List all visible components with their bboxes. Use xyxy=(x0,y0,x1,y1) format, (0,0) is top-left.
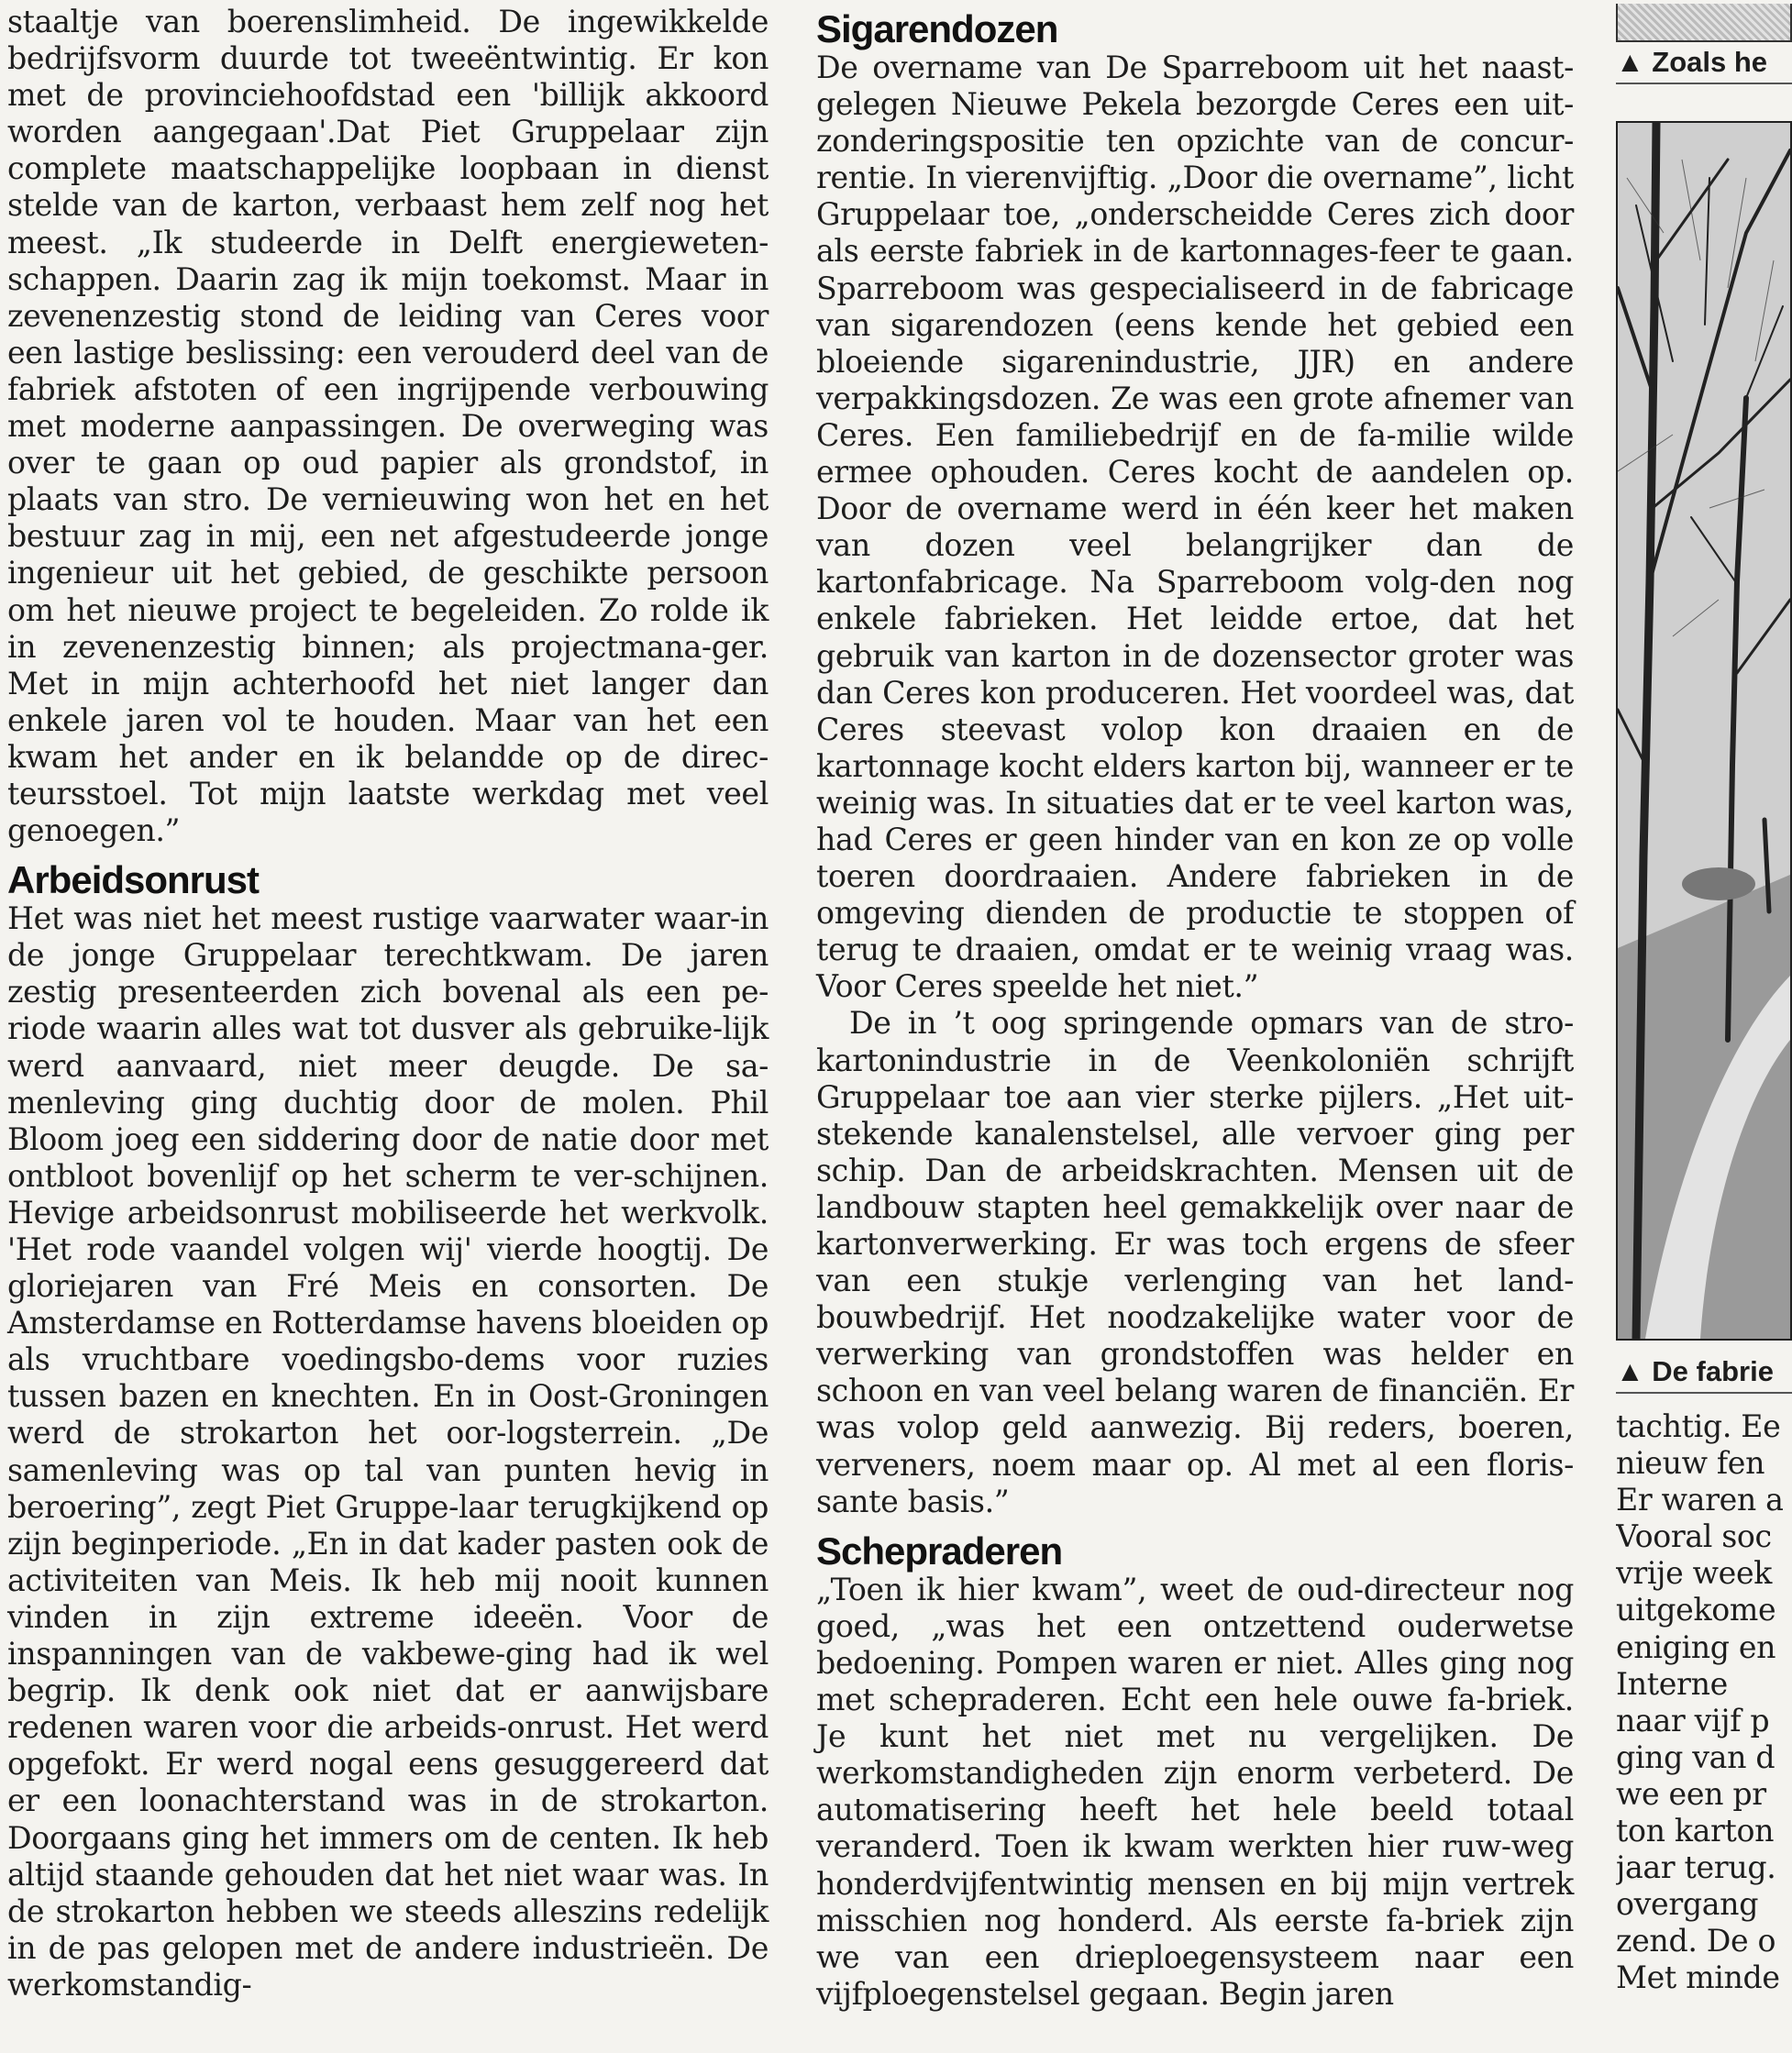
section-heading-sigarendozen: Sigarendozen xyxy=(816,7,1058,50)
article-column-1 xyxy=(7,4,769,2003)
photo-trees-canal xyxy=(1616,121,1792,1341)
tree-photo-illustration xyxy=(1618,123,1790,1339)
paragraph: De overname van De Sparreboom uit het naast-gelegen Nieuwe Pekela bezorgde Ceres een uit-zonderingspositie ten opzichte van de concur-rentie. In vierenvijftig. „Door die overname”, licht Gruppelaar toe, „onderscheidde Ceres zich door als eerste fabriek in de kartonnages-feer te gaan. Sparreboom was gespecialiseerd in de fabricage van sigarendozen (eens kende het gebied een bloeiende sigarenindustrie, JJR) en andere verpakkingsdozen. Ze was een grote afnemer van Ceres. Een familiebedrijf en de fa-milie wilde ermee ophouden. Ceres kocht de aandelen op. Door de overname werd in één keer het maken van dozen veel belangrijker dan de kartonfabricage. Na Sparreboom volg-den nog enkele fabrieken. Het leidde ertoe, dat het gebruik van karton in de dozensector groter was dan Ceres kon produceren. Het voordeel was, dat Ceres steevast volop kon draaien en de kartonnage kocht elders karton bij, wanneer er te weinig was. In situaties dat er te veel karton was, had Ceres er geen hinder van en kon ze op volle toeren doordraaien. Andere fabrieken in de omgeving dienden de productie te stoppen of terug te draaien, omdat er te weinig vraag was. Voor Ceres speelde het niet.” xyxy=(816,50,1574,1005)
text-line: jaar terug. xyxy=(1616,1849,1776,1886)
photo-fragment-top xyxy=(1616,4,1792,42)
text-line: ton karton xyxy=(1616,1813,1775,1849)
paragraph: Het was niet het meest rustige vaarwater waar-in de jonge Gruppelaar terechtkwam. De jaren zestig presenteerden zich bovenal als een pe-riode waarin alles wat tot dusver als gebruike-lijk werd aanvaard, niet meer deugde. De sa-menleving ging duchtig door de molen. Phil Bloom joeg een siddering door de natie door met ontbloot bovenlijf op het scherm te ver-schijnen. Hevige arbeidsonrust mobiliseerde het werkvolk. 'Het rode vaandel volgen wij' vierde hoogtij. De gloriejaren van Fré Meis en consorten. De Amsterdamse en Rotterdamse havens bloeiden op als vruchtbare voedingsbo-dems voor ruzies tussen bazen en knechten. En in Oost-Groningen werd de strokarton het oor-logsterrein. „De samenleving was op tal van punten hevig in beroering”, zegt Piet Gruppe-laar terugkijkend op zijn beginperiode. „En in dat kader pasten ook de activiteiten van Meis. Ik heb mij nooit kunnen vinden in zijn extreme ideeën. Voor de inspanningen van de vakbewe-ging had ik wel begrip. Ik denk ook niet dat er aanwijsbare redenen waren voor die arbeids-onrust. Het werd opgefokt. Er werd nogal eens gesuggereerd dat er een loonachterstand was in de strokarton. Doorgaans ging het immers om de centen. Ik heb altijd staande gehouden dat het niet waar was. In de strokarton hebben we steeds alleszins redelijk in de pas gelopen met de andere industrieën. De werkomstandig- xyxy=(7,900,769,2003)
article-column-2 xyxy=(816,4,1574,2013)
text-line: zend. De o xyxy=(1616,1923,1776,1959)
text-line: Interne xyxy=(1616,1665,1728,1702)
text-line: Met minde xyxy=(1616,1959,1780,1996)
photo-caption-top: ▲ Zoals he xyxy=(1616,42,1792,84)
text-line: naar vijf p xyxy=(1616,1702,1770,1738)
text-line: eniging en xyxy=(1616,1628,1776,1665)
text-line: ging van d xyxy=(1616,1738,1775,1775)
paragraph: staaltje van boerenslimheid. De ingewikkelde bedrijfsvorm duurde tot tweeëntwintig. Er kon met de provinciehoofdstad een 'billijk akkoord worden aangegaan'.Dat Piet Gruppelaar zijn complete maatschappelijke loopbaan in dienst stelde van de karton, verbaast hem zelf nog het meest. „Ik studeerde in Delft energieweten-schappen. Daarin zag ik mijn toekomst. Maar in zevenenzestig stond de leiding van Ceres voor een lastige beslissing: een verouderd deel van de fabriek afstoten of een ingrijpende verbouwing met moderne aanpassingen. De overweging was over te gaan op oud papier als grondstof, in plaats van stro. De vernieuwing won het en het bestuur zag in mij, een net afgestudeerde jonge ingenieur uit het gebied, de geschikte persoon om het nieuwe project te begeleiden. Zo rolde ik in zevenenzestig binnen; als projectmana-ger. Met in mijn achterhoofd het niet langer dan enkele jaren vol te houden. Maar van het een kwam het ander en ik belandde op de direc-teursstoel. Tot mijn laatste werkdag met veel genoegen.” xyxy=(7,4,769,849)
text-line: uitgekome xyxy=(1616,1592,1776,1628)
side-column-text xyxy=(1616,1408,1792,1997)
paragraph: „Toen ik hier kwam”, weet de oud-directeur nog goed, „was het een ontzettend ouderwetse bedoening. Pompen waren er niet. Alles ging nog met schepraderen. Echt een hele ouwe fa-briek. Je kunt het niet met nu vergelijken. De werkomstandigheden zijn enorm verbeterd. De automatisering heeft het hele beeld totaal veranderd. Toen ik kwam werkten hier ruw-weg honderdvijfentwintig mensen en bij mijn vertrek misschien nog honderd. Als eerste fa-briek zijn we van een drieploegensysteem naar een vijfploegenstelsel gegaan. Begin jaren xyxy=(816,1571,1574,2012)
text-line: Vooral soc xyxy=(1616,1518,1772,1555)
text-line: Er waren a xyxy=(1616,1482,1784,1518)
paragraph: De in ’t oog springende opmars van de stro-kartonindustrie in de Veenkoloniën schrijft Gruppelaar toe aan vier sterke pijlers. „Het uit-stekende kanalenstelsel, alle vervoer ging per schip. Dan de arbeidskrachten. Mensen uit de landbouw stapten heel gemakkelijk over naar de kartonverwerking. Er was toch ergens de sfeer van een stukje verlenging van het land-bouwbedrijf. Het noodzakelijke water voor de verwerking van grondstoffen was helder en schoon en van veel belang waren de financiën. Er was volop geld aanwezig. Bij reders, boeren, verveners, noem maar op. Al met al een floris-sante basis.” xyxy=(816,1005,1574,1519)
section-heading-schepraderen: Schepraderen xyxy=(816,1529,1063,1573)
text-line: overgang xyxy=(1616,1886,1759,1923)
section-heading-arbeidsonrust: Arbeidsonrust xyxy=(7,858,260,902)
text-line: we een pr xyxy=(1616,1775,1766,1812)
photo-caption: ▲ De fabrie xyxy=(1616,1352,1792,1394)
text-line: vrije week xyxy=(1616,1555,1773,1592)
text-line: tachtig. Ee xyxy=(1616,1408,1781,1444)
text-line: nieuw fen xyxy=(1616,1445,1765,1482)
side-column xyxy=(1616,4,1792,1997)
